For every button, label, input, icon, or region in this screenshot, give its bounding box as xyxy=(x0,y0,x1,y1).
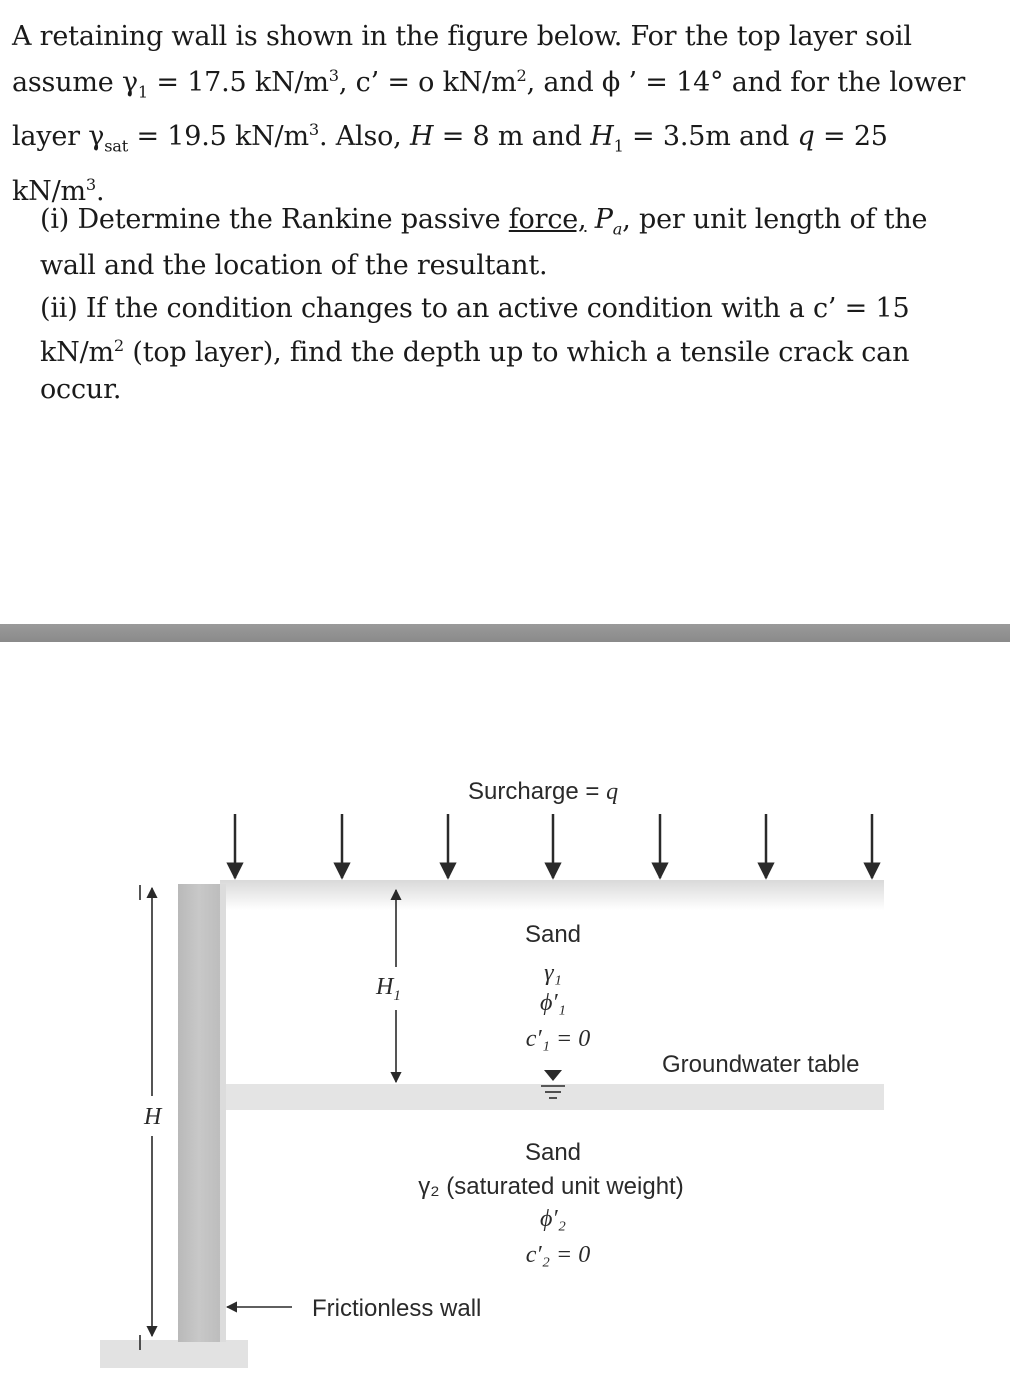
layer1-phi: ϕ′₁ xyxy=(539,990,567,1016)
question-2 xyxy=(40,290,980,408)
q2-text-start: (ii) If the condition changes to an active condition with a c’ = 15 kN/m xyxy=(40,293,910,368)
upper-layer-labels xyxy=(525,921,590,1052)
cohesion-text: , c’ = o kN/m xyxy=(338,66,517,98)
gamma-sat-subscript: sat xyxy=(104,136,129,156)
q1-text-end: , per unit length of the wall and the location of the resultant. xyxy=(40,204,928,282)
q1-underlined-word: force, xyxy=(508,204,587,235)
q-unit-exponent: 3 xyxy=(85,175,96,195)
lower-layer-labels xyxy=(418,1139,683,1268)
layer2-gamma: γ₂ (saturated unit weight) xyxy=(418,1173,684,1200)
section-divider xyxy=(0,624,1010,642)
H1-label: $H_1$ xyxy=(376,974,401,1004)
problem-statement xyxy=(12,18,982,212)
q-symbol: q xyxy=(797,121,815,153)
figure-svg xyxy=(0,642,1010,1388)
wall-shadow xyxy=(220,884,226,1342)
gamma-sat-value: = 19.5 kN/m xyxy=(128,121,309,153)
phi-text: , and ϕ ’ = 14° and for the lower layer γ xyxy=(12,66,966,153)
H1-value: = 3.5m and xyxy=(623,121,798,153)
layer2-phi: ϕ′₂ xyxy=(539,1206,567,1232)
q1-force-subscript: a xyxy=(612,219,623,239)
H1-subscript: 1 xyxy=(613,136,624,156)
layer1-name: Sand xyxy=(524,921,582,948)
problem-end: . xyxy=(96,176,105,208)
gamma-sat-unit-exponent: 3 xyxy=(308,120,319,140)
gamma1-value: = 17.5 kN/m xyxy=(148,66,329,98)
frictionless-wall-label: Frictionless wall xyxy=(312,1295,482,1322)
groundwater-label: Groundwater table xyxy=(662,1051,860,1078)
q2-text-end: (top layer), find the depth up to which a tensile crack can occur. xyxy=(40,337,910,405)
layer2-cohesion: c′₂ = 0 xyxy=(525,1242,591,1268)
q1-space xyxy=(586,204,594,235)
layer1-gamma: γ₁ xyxy=(544,960,562,986)
retaining-wall-figure xyxy=(0,642,1010,1388)
groundwater-band xyxy=(220,1084,884,1110)
H-symbol: H xyxy=(409,121,434,153)
retaining-wall xyxy=(178,884,220,1342)
surcharge-label: Surcharge = q xyxy=(468,778,619,805)
q1-force-symbol: P xyxy=(594,204,613,235)
layer2-name: Sand xyxy=(524,1139,582,1166)
gamma1-unit-exponent: 3 xyxy=(328,65,339,85)
ground-surface xyxy=(220,880,884,910)
H1-symbol: H xyxy=(590,121,614,153)
q-value: = 25 kN/m xyxy=(12,121,888,208)
question-1 xyxy=(40,201,980,284)
H-value: = 8 m and xyxy=(433,121,591,153)
wall-base xyxy=(100,1340,248,1368)
q2-unit-exponent: 2 xyxy=(113,336,124,355)
layer1-cohesion: c′₁ = 0 xyxy=(525,1026,591,1052)
surcharge-arrows xyxy=(235,814,872,878)
cohesion-unit-exponent: 2 xyxy=(516,65,527,85)
also-text: . Also, xyxy=(318,121,410,153)
H-label: H xyxy=(144,1104,162,1130)
intro-text: A retaining wall is shown in the figure below. For the top layer soil assume γ xyxy=(12,21,912,98)
q1-text-start: (i) Determine the Rankine passive xyxy=(40,204,509,235)
gamma1-subscript: 1 xyxy=(137,81,149,101)
